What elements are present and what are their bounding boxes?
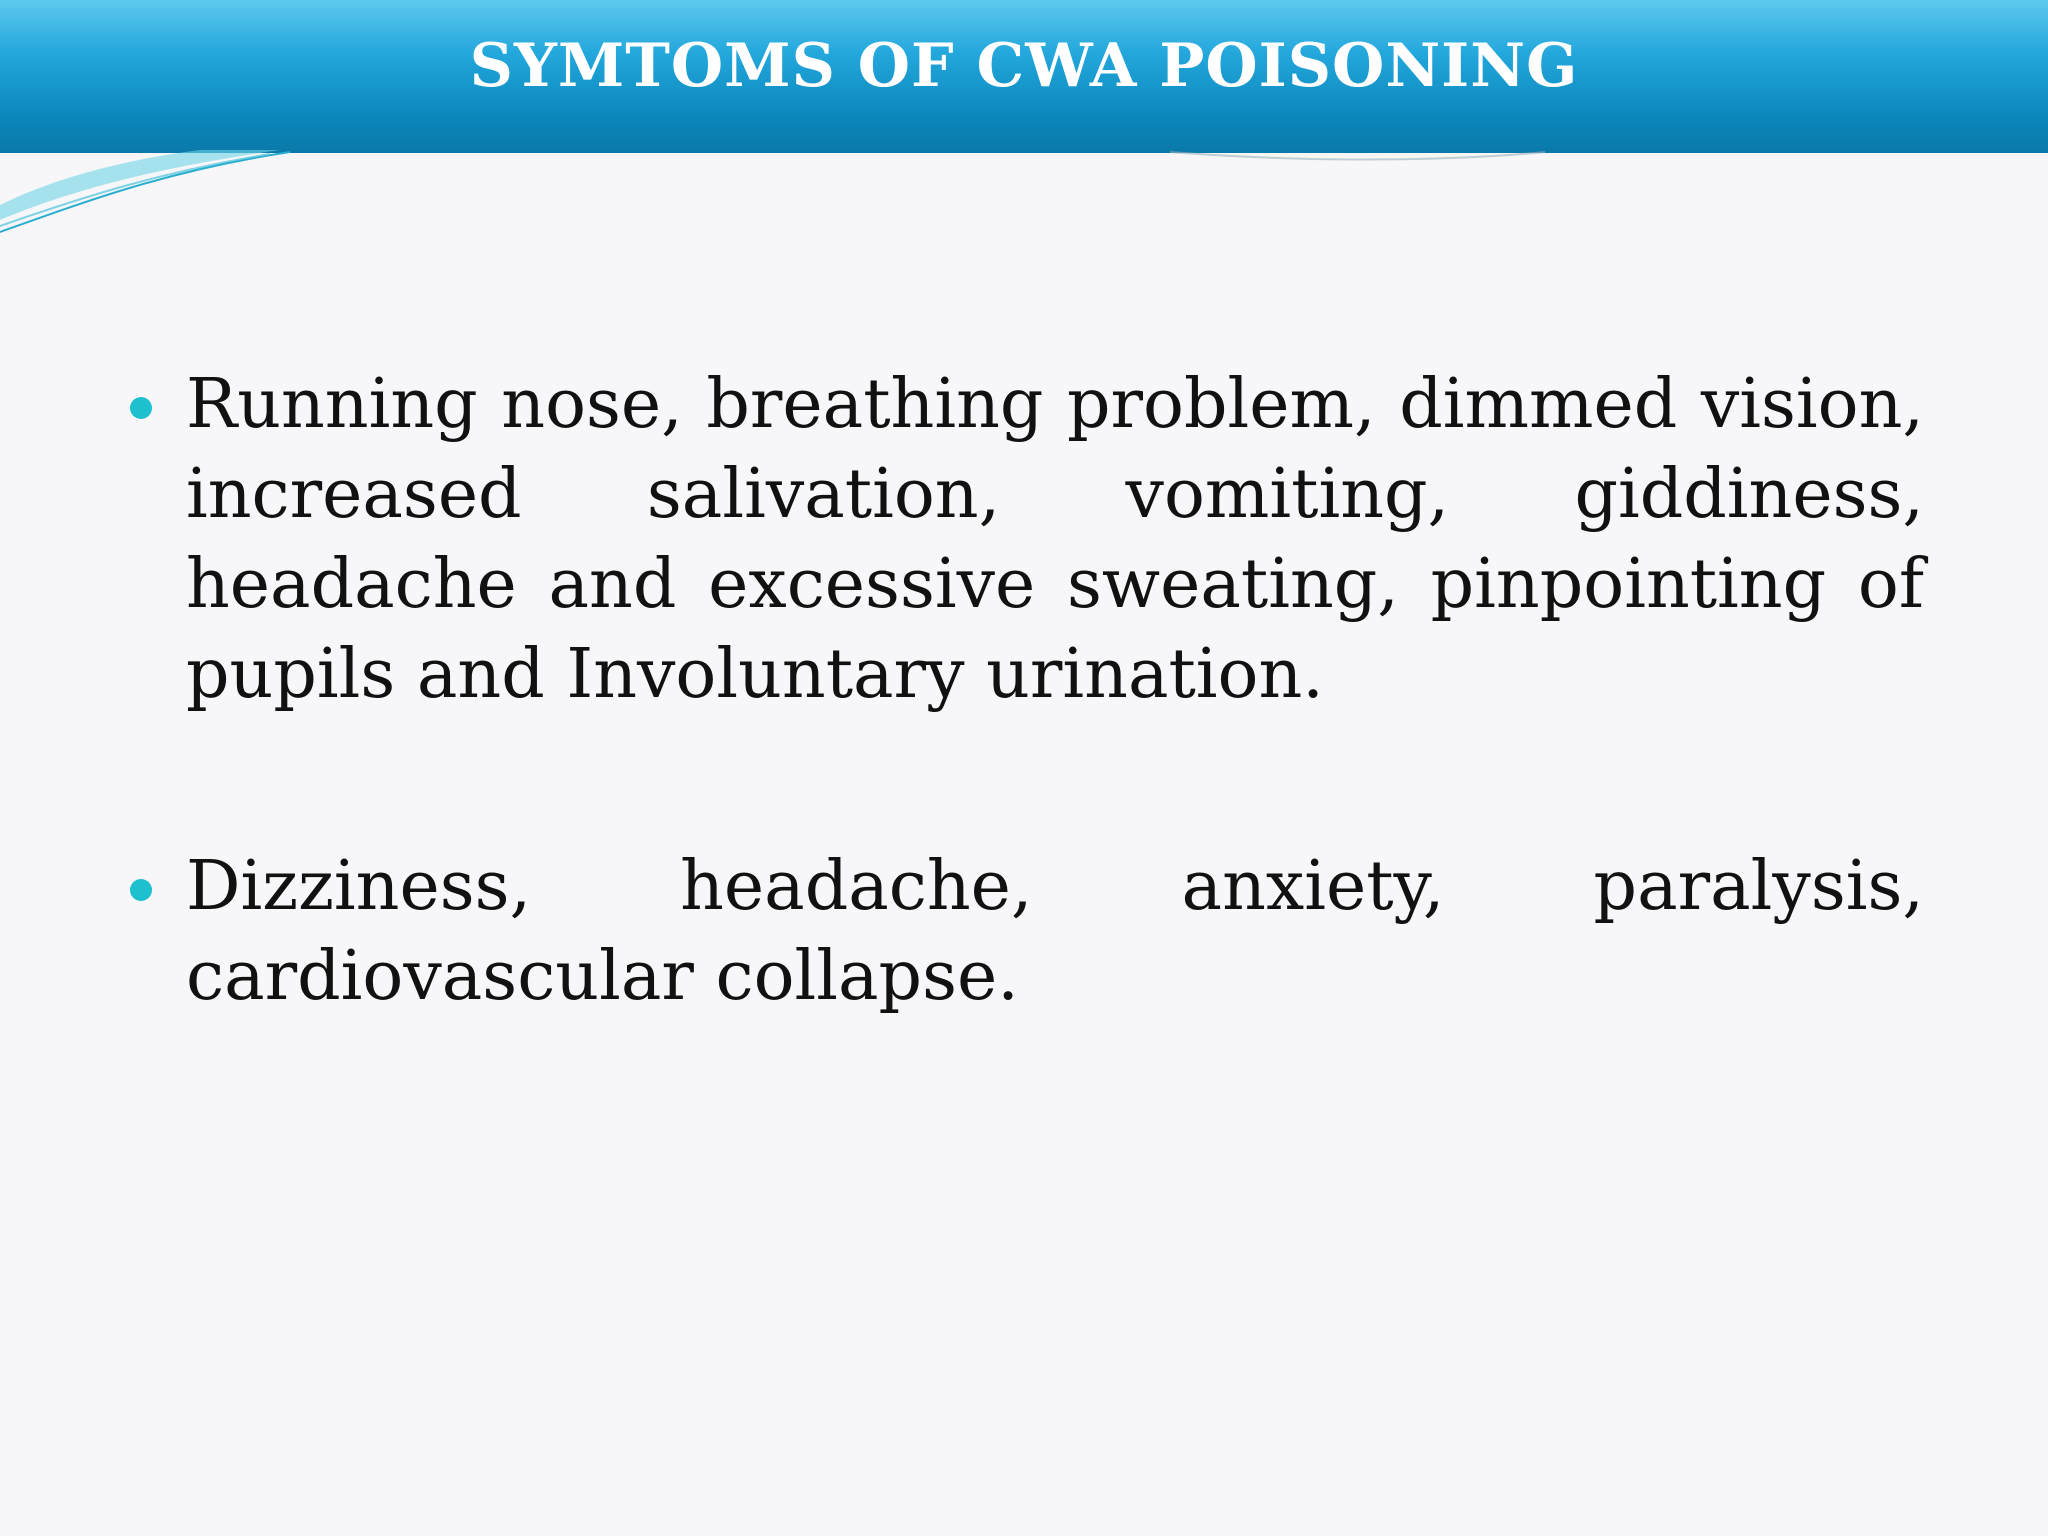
bullet-text: Running nose, breathing problem, dimmed vision, increased salivation, vomiting, giddiness, headache and excessive sweating, pinpointing of pupils and Involuntary urination. [186,365,1924,714]
bullet-text: Dizziness, headache, anxiety, paralysis, cardiovascular collapse. [186,847,1924,1016]
decorative-swoosh [0,150,2048,240]
bullet-list [128,360,1924,1022]
bullet-dot-icon [130,879,152,901]
bullet-item-symptoms-2 [128,842,1924,1022]
bullet-dot-icon [130,397,152,419]
slide-title: SYMTOMS OF CWA POISONING [469,31,1579,101]
bullet-item-symptoms-1 [128,360,1924,720]
title-bar [0,0,2048,153]
